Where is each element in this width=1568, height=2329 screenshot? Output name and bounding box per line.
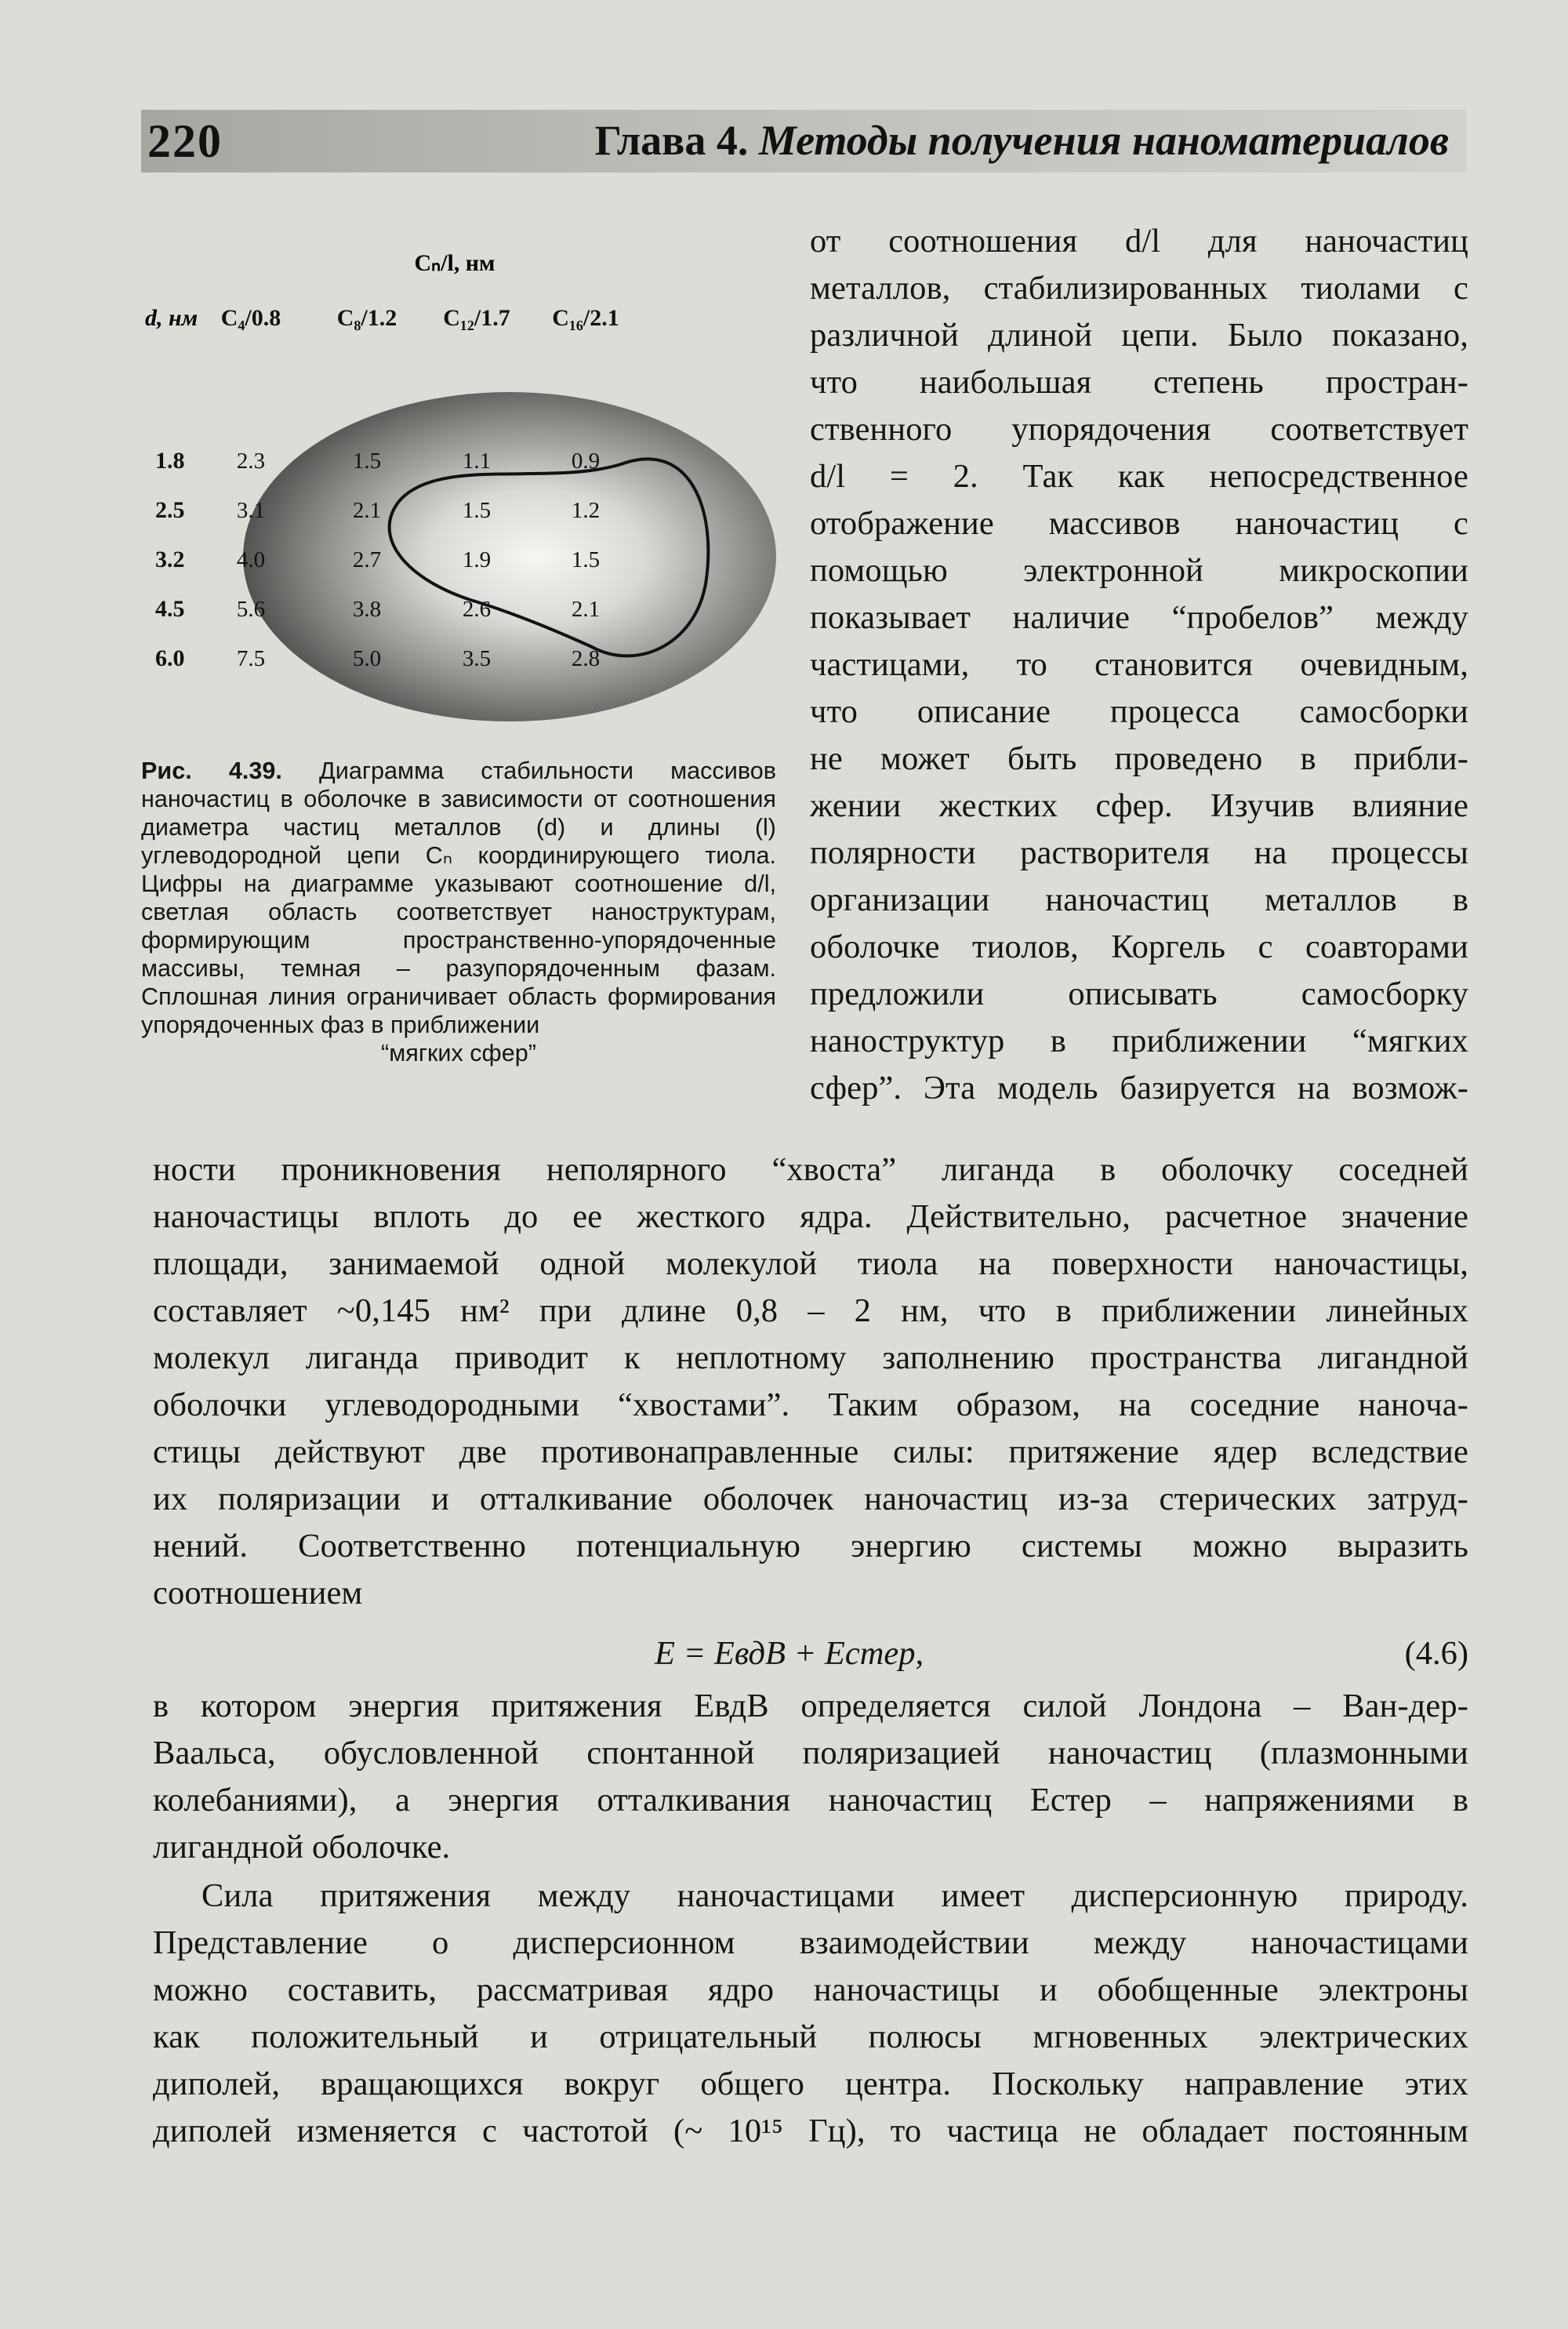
ratio-cell: 2.8 <box>571 646 601 671</box>
equation-number: (4.6) <box>1404 1635 1468 1672</box>
top-axis-label: Cₙ/l, нм <box>414 250 495 276</box>
ratio-cell: 1.2 <box>571 498 601 523</box>
figure-caption <box>141 757 776 1067</box>
after-formula-text <box>153 1683 1468 1871</box>
figure-4-39 <box>141 227 776 1129</box>
row-labels <box>155 448 185 671</box>
text-line: от соотношения d/l для наночастиц <box>810 223 1468 260</box>
column-label: C₁₆/2.1 <box>552 305 619 331</box>
text-line: Представление о дисперсионном взаимодействии между наночастицами <box>153 1924 1468 1961</box>
column-label: C₁₂/1.7 <box>443 305 510 331</box>
ratio-cell: 5.6 <box>236 597 266 622</box>
text-line: сфер”. Эта модель базируется на возмож- <box>810 1070 1468 1106</box>
chapter-title <box>595 116 1449 165</box>
ratio-cell: 1.1 <box>462 449 492 474</box>
text-line: оболочке тиолов, Коргель с соавторами <box>810 928 1468 965</box>
row-label: 1.8 <box>155 448 185 474</box>
text-line: как положительный и отрицательный полюсы мгновенных электрических <box>153 2018 1468 2055</box>
text-line: их поляризации и отталкивание оболочек наночастиц из-за стерических затруд- <box>153 1481 1468 1517</box>
text-line: металлов, стабилизированных тиолами с <box>810 270 1468 307</box>
ratio-cell: 3.8 <box>352 597 382 622</box>
ratio-cell: 0.9 <box>571 449 601 474</box>
chapter-prefix: Глава 4. <box>594 117 749 164</box>
text-line: наноструктур в приближении “мягких <box>810 1023 1468 1059</box>
row-label: 4.5 <box>155 596 185 622</box>
ratio-cell: 4.0 <box>236 547 266 572</box>
column-label: C₈/1.2 <box>336 305 397 331</box>
text-line: наночастицы вплоть до ее жесткого ядра. Действительно, расчетное значение <box>153 1198 1468 1235</box>
text-line: показывает наличие “пробелов” между <box>810 599 1468 636</box>
text-line: молекул лиганда приводит к неплотному заполнению пространства лигандной <box>153 1339 1468 1376</box>
ratio-cell: 7.5 <box>236 646 266 671</box>
text-line: помощью электронной микроскопии <box>810 552 1468 589</box>
text-line: лигандной оболочке. <box>153 1829 451 1866</box>
text-line: не может быть проведено в прибли- <box>810 740 1468 777</box>
text-line: нений. Соответственно потенциальную энергию системы можно выразить <box>153 1528 1468 1564</box>
text-line: Сила притяжения между наночастицами имеет дисперсионную природу. <box>201 1877 1468 1914</box>
row-label: 6.0 <box>155 645 185 671</box>
text-line: в котором энергия притяжения EвдВ определяется силой Лондона – Ван-дер- <box>153 1688 1468 1724</box>
text-line: диполей, вращающихся вокруг общего центра. Поскольку направление этих <box>153 2066 1468 2102</box>
stability-diagram <box>141 227 776 761</box>
ratio-cell: 1.9 <box>462 547 492 572</box>
text-line: что описание процесса самосборки <box>810 693 1468 730</box>
row-label: 3.2 <box>155 547 185 572</box>
ratio-cell: 2.7 <box>352 547 382 572</box>
ratio-cell: 2.6 <box>462 597 492 622</box>
caption-lead: Рис. 4.39. <box>141 758 282 784</box>
ratio-cell: 2.1 <box>352 498 382 523</box>
right-column-text <box>810 218 1468 1112</box>
ratio-cell: 3.1 <box>236 498 266 523</box>
text-line: отображение массивов наночастиц с <box>810 505 1468 542</box>
column-label: C₄/0.8 <box>220 305 281 331</box>
text-line: различной длиной цепи. Было показано, <box>810 317 1468 354</box>
text-line: Ваальса, обусловленной спонтанной поляризацией наночастиц (плазмонными <box>153 1735 1468 1771</box>
text-line: стицы действуют две противонаправленные силы: притяжение ядер вследствие <box>153 1433 1468 1470</box>
text-line: составляет ~0,145 нм² при длине 0,8 – 2 нм, что в приближении линейных <box>153 1292 1468 1329</box>
page-number: 220 <box>147 115 223 167</box>
text-line: ственного упорядочения соответствует <box>810 411 1468 448</box>
ratio-cell: 1.5 <box>571 547 601 572</box>
paragraph-dispersion <box>153 1873 1468 2155</box>
ratio-cell: 2.3 <box>236 449 266 474</box>
text-line: предложили описывать самосборку <box>810 976 1468 1012</box>
ratio-cell: 3.5 <box>462 646 492 671</box>
ratio-cell: 1.5 <box>352 449 382 474</box>
text-line: площади, занимаемой одной молекулой тиола на поверхности наночастицы, <box>153 1245 1468 1282</box>
text-line: оболочки углеводородными “хвостами”. Таким образом, на соседние нанoча- <box>153 1386 1468 1423</box>
text-line: ности проникновения неполярного “хвоста” лиганда в оболочку соседней <box>153 1151 1468 1188</box>
full-width-text <box>153 1146 1468 1617</box>
ratio-cell: 2.1 <box>571 597 601 622</box>
ratio-cell: 5.0 <box>352 646 382 671</box>
text-line: диполей изменяется с частотой (~ 10¹⁵ Гц), то частица не обладает постоянным <box>153 2113 1468 2149</box>
text-line: d/l = 2. Так как непосредственное <box>810 458 1468 495</box>
equation: E = EвдВ + Eстер, <box>655 1635 924 1672</box>
text-line: колебаниями), а энергия отталкивания наночастиц Eстер – напряжениями в <box>153 1782 1468 1819</box>
ratio-cell: 1.5 <box>462 498 492 523</box>
text-line: жении жестких сфер. Изучив влияние <box>810 787 1468 824</box>
text-line: можно составить, рассматривая ядро наночастицы и обобщенные электроны <box>153 1971 1468 2008</box>
text-line: организации наночастиц металлов в <box>810 881 1468 918</box>
caption-text: Диаграмма стабильности массивов наночастиц в оболочке в зависимости от соотношения диаметра частиц металлов (d) и длины (l) углеводородной цепи Cₙ координирующего тиола. Цифры на диаграмме указывают соотношение d/l, светлая область соответствует наноструктурам, формирующим пространственно-упорядоченные массивы, темная – разупорядоченным фазам. Сплошная линия ограничивает область формирования упорядоченных фаз в приближении <box>141 758 776 1038</box>
running-header <box>141 110 1466 173</box>
left-axis-label: d, нм <box>145 305 198 331</box>
chapter-name: Методы получения наноматериалов <box>758 117 1449 164</box>
phase-ellipse <box>243 392 776 721</box>
row-label: 2.5 <box>155 497 185 523</box>
column-labels <box>221 305 619 331</box>
text-line: полярности растворителя на процессы <box>810 834 1468 871</box>
text-line: что наибольшая степень простран- <box>810 364 1468 401</box>
caption-last-line: “мягких сфер” <box>381 1040 536 1066</box>
text-line: частицами, то становится очевидным, <box>810 646 1468 683</box>
text-line: соотношением <box>153 1575 363 1611</box>
equation-4-6 <box>153 1631 1468 1681</box>
